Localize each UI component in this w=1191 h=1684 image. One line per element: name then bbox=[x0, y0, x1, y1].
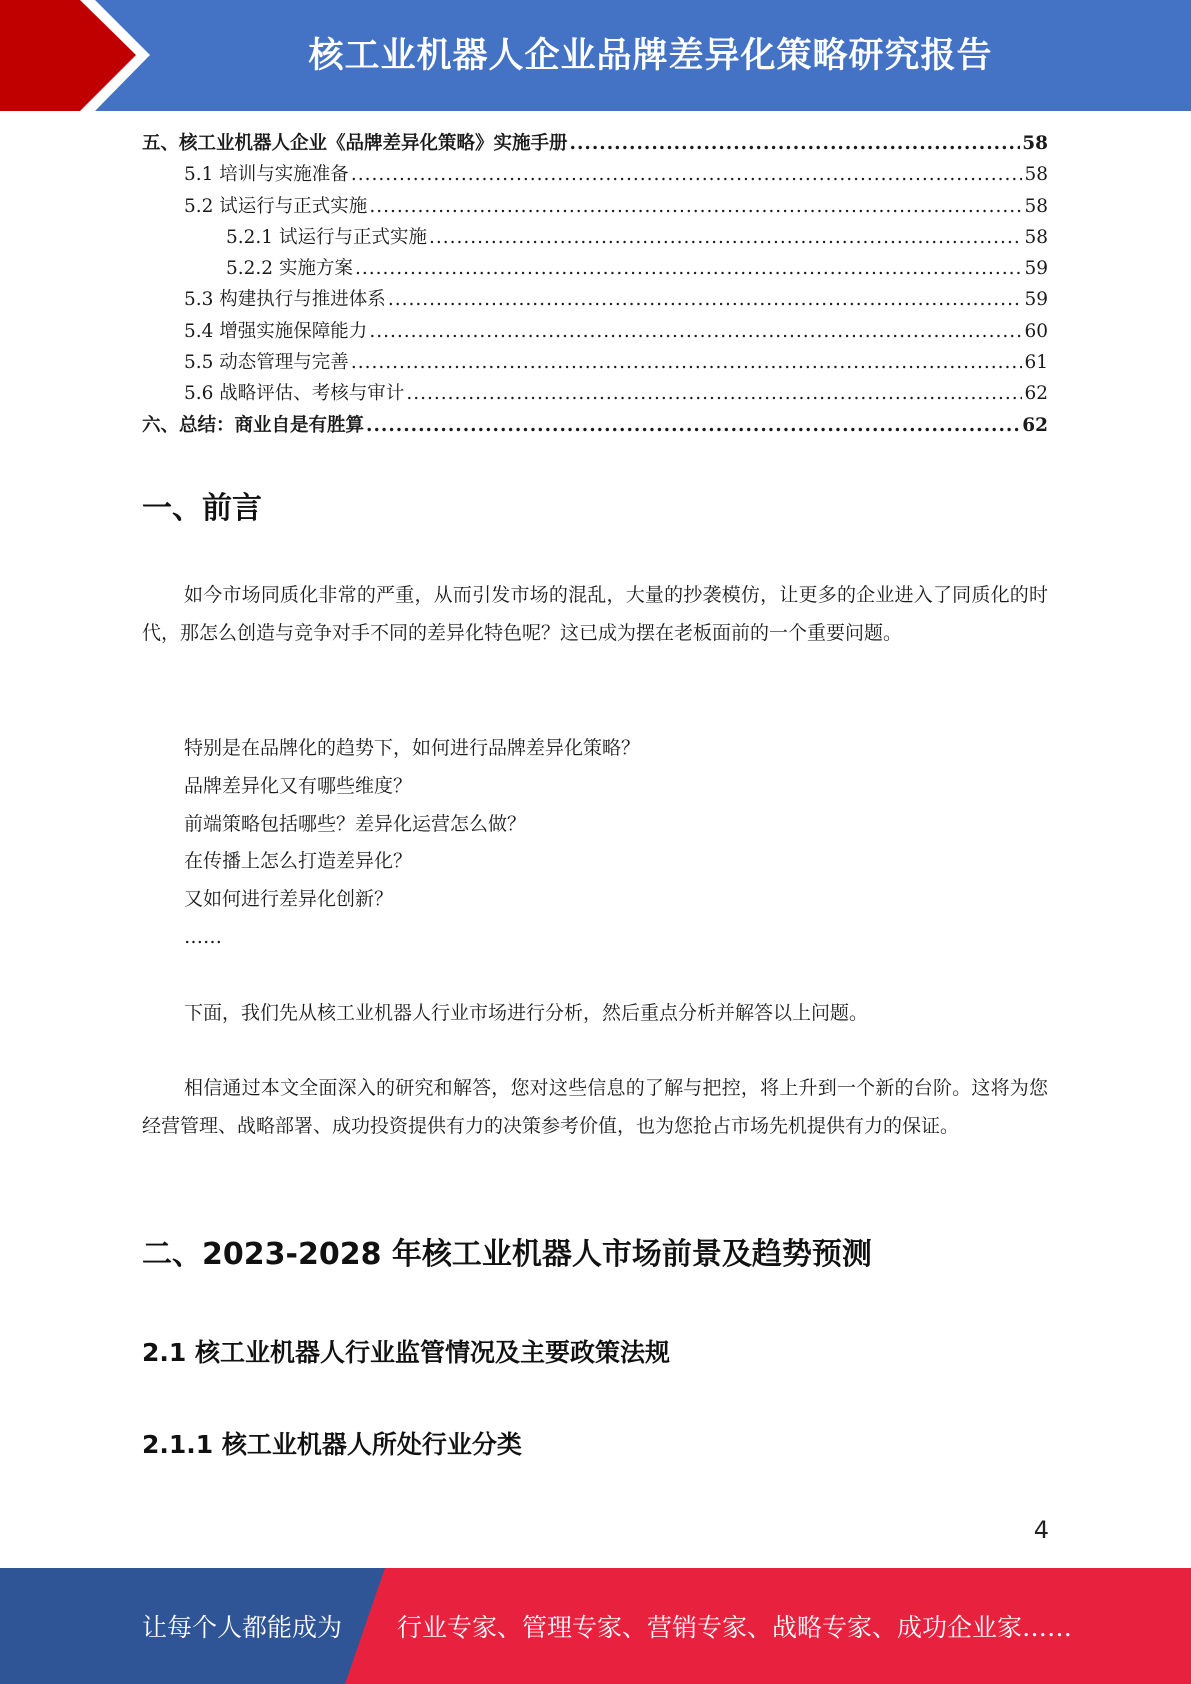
toc-entry-label: 5.2 试运行与正式实施 bbox=[184, 195, 368, 217]
toc-dot-leader bbox=[366, 410, 1020, 441]
toc-entry-page: 60 bbox=[1024, 320, 1048, 342]
toc-entry-page: 62 bbox=[1022, 414, 1048, 436]
question-list bbox=[184, 729, 640, 956]
toc-entry-page: 58 bbox=[1022, 133, 1048, 154]
toc-entry-label: 5.3 构建执行与推进体系 bbox=[184, 289, 386, 311]
toc-entry[interactable] bbox=[142, 222, 1048, 253]
toc-dot-leader bbox=[429, 222, 1022, 253]
question-item: 在传播上怎么打造差异化？ bbox=[184, 850, 413, 873]
table-of-contents bbox=[142, 128, 1048, 441]
toc-entry-label: 5.2.1 试运行与正式实施 bbox=[226, 226, 427, 248]
footer-slogan-left: 让每个人都能成为 bbox=[142, 1613, 343, 1642]
toc-entry-page: 58 bbox=[1024, 164, 1048, 186]
toc-entry[interactable] bbox=[142, 253, 1048, 284]
section2-heading: 二、2023-2028 年核工业机器人市场前景及趋势预测 bbox=[142, 1237, 872, 1272]
subsection-2-1-heading: 2.1 核工业机器人行业监管情况及主要政策法规 bbox=[142, 1338, 670, 1367]
toc-entry-label: 5.5 动态管理与完善 bbox=[184, 352, 349, 374]
footer-banner bbox=[0, 1568, 1191, 1684]
toc-entry[interactable] bbox=[142, 347, 1048, 378]
toc-entry[interactable] bbox=[142, 316, 1048, 347]
toc-entry-page: 61 bbox=[1024, 352, 1048, 374]
toc-entry[interactable] bbox=[142, 128, 1048, 159]
toc-entry[interactable] bbox=[142, 284, 1048, 315]
toc-dot-leader bbox=[355, 253, 1023, 284]
toc-dot-leader bbox=[388, 284, 1023, 315]
report-title: 核工业机器人企业品牌差异化策略研究报告 bbox=[308, 35, 993, 76]
toc-dot-leader bbox=[351, 159, 1023, 190]
toc-dot-leader bbox=[406, 378, 1022, 409]
toc-entry-label: 5.6 战略评估、考核与审计 bbox=[184, 383, 405, 405]
toc-dot-leader bbox=[369, 316, 1022, 347]
toc-entry-label: 5.4 增强实施保障能力 bbox=[184, 320, 368, 342]
toc-entry-label: 五、核工业机器人企业《品牌差异化策略》实施手册 bbox=[142, 133, 568, 154]
question-item: …… bbox=[184, 925, 222, 948]
section1-heading: 一、前言 bbox=[142, 491, 262, 526]
toc-entry-label: 六、总结：商业自是有胜算 bbox=[142, 414, 365, 436]
question-item: 特别是在品牌化的趋势下，如何进行品牌差异化策略？ bbox=[184, 737, 641, 759]
toc-entry[interactable] bbox=[142, 378, 1048, 409]
subsection-2-1-1-heading: 2.1.1 核工业机器人所处行业分类 bbox=[142, 1430, 522, 1459]
toc-entry[interactable] bbox=[142, 159, 1048, 190]
question-item: 又如何进行差异化创新？ bbox=[184, 888, 394, 911]
toc-dot-leader bbox=[369, 191, 1022, 222]
toc-entry-page: 62 bbox=[1024, 383, 1048, 405]
question-item: 品牌差异化又有哪些维度？ bbox=[184, 774, 413, 797]
toc-entry-page: 59 bbox=[1024, 258, 1048, 280]
toc-dot-leader bbox=[351, 347, 1023, 378]
toc-dot-leader bbox=[570, 128, 1021, 159]
toc-entry-label: 5.2.2 实施方案 bbox=[226, 258, 353, 280]
toc-entry-page: 59 bbox=[1024, 289, 1048, 311]
question-item: 前端策略包括哪些？差异化运营怎么做？ bbox=[184, 812, 527, 835]
toc-entry[interactable] bbox=[142, 410, 1048, 441]
toc-entry-page: 58 bbox=[1024, 195, 1048, 217]
section1-paragraph-3: 相信通过本文全面深入的研究和解答，您对这些信息的了解与把控，将上升到一个新的台阶。这将为您经营管理、战略部署、成功投资提供有力的决策参考价值，也为您抢占市场先机提供有力的保证。 bbox=[142, 1077, 1048, 1137]
header-banner bbox=[0, 0, 1191, 111]
toc-entry-label: 5.1 培训与实施准备 bbox=[184, 164, 349, 186]
page-number: 4 bbox=[1033, 1516, 1049, 1544]
footer-slogan-right: 行业专家、管理专家、营销专家、战略专家、成功企业家…… bbox=[397, 1613, 1073, 1642]
toc-entry[interactable] bbox=[142, 191, 1048, 222]
section1-paragraph-2: 下面，我们先从核工业机器人行业市场进行分析，然后重点分析并解答以上问题。 bbox=[184, 1002, 869, 1024]
toc-entry-page: 58 bbox=[1024, 226, 1048, 248]
section1-intro-paragraph: 如今市场同质化非常的严重，从而引发市场的混乱，大量的抄袭模仿，让更多的企业进入了同质化的时代，那怎么创造与竞争对手不同的差异化特色呢？这已成为摆在老板面前的一个重要问题。 bbox=[142, 584, 1048, 644]
